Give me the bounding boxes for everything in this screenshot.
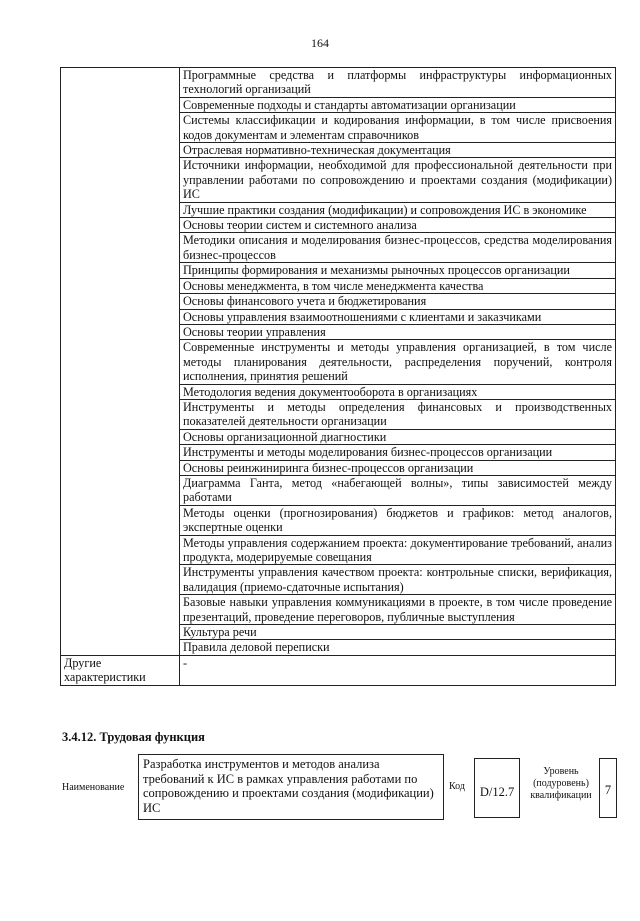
name-label: Наименование [62, 782, 125, 793]
section-title: 3.4.12. Трудовая функция [62, 730, 205, 744]
function-name-box: Разработка инструментов и методов анализа требований к ИС в рамках управления работами по сопровождению и проектами создания (модификации) ИС [138, 754, 444, 820]
knowledge-item: Отраслевая нормативно-техническая документация [180, 143, 616, 158]
knowledge-item: Методы оценки (прогнозирования) бюджетов и графиков: метод аналогов, экспертные оценки [180, 505, 616, 535]
knowledge-item: Программные средства и платформы инфраструктуры информационных технологий организаций [180, 68, 616, 98]
other-characteristics-value: - [180, 655, 616, 685]
knowledge-item: Диаграмма Ганта, метод «набегающей волны», типы зависимостей между работами [180, 475, 616, 505]
page-number: 164 [311, 36, 329, 50]
knowledge-item: Принципы формирования и механизмы рыночных процессов организации [180, 263, 616, 278]
code-label: Код [449, 781, 465, 792]
knowledge-item: Современные подходы и стандарты автоматизации организации [180, 97, 616, 112]
knowledge-item: Современные инструменты и методы управления организацией, в том числе методы планирования деятельности, распределения поручений, контроля исполнения, принятия решений [180, 340, 616, 384]
qualification-level-box: 7 [599, 758, 617, 818]
function-code-box: D/12.7 [474, 758, 520, 818]
knowledge-table [60, 67, 616, 686]
knowledge-item: Правила деловой переписки [180, 640, 616, 655]
knowledge-item: Основы организационной диагностики [180, 429, 616, 444]
other-characteristics-label: Другие характеристики [61, 655, 180, 685]
knowledge-item: Инструменты и методы моделирования бизнес-процессов организации [180, 445, 616, 460]
other-characteristics-row [61, 655, 616, 685]
knowledge-item: Методики описания и моделирования бизнес-процессов, средства моделирования бизнес-процессов [180, 233, 616, 263]
qualification-level-label: Уровень (подуровень) квалификации [530, 766, 592, 801]
knowledge-item: Источники информации, необходимой для профессиональной деятельности при управлении работами по сопровождению и проектами создания (модификации) ИС [180, 158, 616, 202]
knowledge-item: Основы реинжиниринга бизнес-процессов организации [180, 460, 616, 475]
knowledge-item: Лучшие практики создания (модификации) и сопровождения ИС в экономике [180, 202, 616, 217]
knowledge-table-body [61, 68, 616, 686]
knowledge-label-cell [61, 68, 180, 656]
knowledge-item: Основы теории управления [180, 324, 616, 339]
knowledge-item: Основы теории систем и системного анализа [180, 218, 616, 233]
knowledge-item: Базовые навыки управления коммуникациями в проекте, в том числе проведение презентаций, проведение переговоров, публичные выступления [180, 595, 616, 625]
table-row [61, 68, 616, 98]
knowledge-item: Системы классификации и кодирования информации, в том числе присвоения кодов документам и элементам справочников [180, 113, 616, 143]
knowledge-item: Инструменты управления качеством проекта: контрольные списки, верификация, валидация (приемо-сдаточные испытания) [180, 565, 616, 595]
knowledge-item: Методы управления содержанием проекта: документирование требований, анализ продукта, модерируемые совещания [180, 535, 616, 565]
knowledge-item: Культура речи [180, 625, 616, 640]
knowledge-item: Методология ведения документооборота в организациях [180, 384, 616, 399]
knowledge-item: Основы финансового учета и бюджетирования [180, 294, 616, 309]
knowledge-item: Основы менеджмента, в том числе менеджмента качества [180, 278, 616, 293]
knowledge-item: Инструменты и методы определения финансовых и производственных показателей деятельности организации [180, 399, 616, 429]
knowledge-item: Основы управления взаимоотношениями с клиентами и заказчиками [180, 309, 616, 324]
